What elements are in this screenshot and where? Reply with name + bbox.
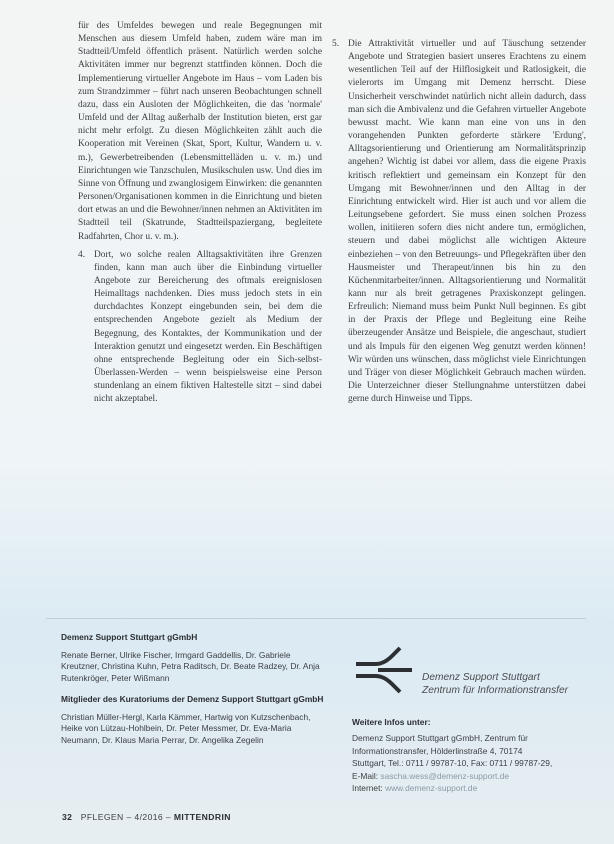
web-label: Internet:: [352, 783, 386, 794]
contact-line-2: Informationstransfer, Hölderlinstraße 4, 70174: [352, 745, 523, 756]
magazine-name: PFLEGEN: [80, 812, 124, 822]
logo-line-1: Demenz Support Stuttgart: [422, 672, 540, 683]
left-text-column: [78, 20, 322, 407]
page-footer: [62, 812, 231, 822]
board-members: Christian Müller-Hergl, Karla Kämmer, Hartwig von Kutzschenbach, Heike von Lützau-Hohlbein, Dr. Peter Messmer, Dr. Eva-Maria Neumann, Dr. Klaus Maria Perrar, Dr. Angelika Zegelin: [61, 711, 311, 745]
contact-line-3: Stuttgart, Tel.: 0711 / 99787-10, Fax: 0711 / 99787-29,: [352, 758, 553, 769]
section-name: MITTENDRIN: [173, 812, 231, 822]
list-item-text: Dort, wo solche realen Alltagsaktivitäten ihre Grenzen finden, kann man auch über die Einbindung virtueller Angebote zur Bereicherung des oftmals ereignislosen Heimalltags nachdenken. Dies muss jedoch stets in ein durchdachtes Konzept eingebunden sein, bei dem die entsprechenden Angebote gezielt als Medium der Begegnung, des Kontaktes, der Kommunikation und der Interaktion genutzt und eingesetzt werden. Ein Beschäftigen ohne entsprechende Begleitung oder ein Sich-selbst-Überlassen-Werden – wenn beispielsweise eine Person stundenlang an einem fiktiven Haltestelle sitzt – sind dabei nicht akzeptabel.: [94, 249, 322, 405]
list-number: 5.: [332, 39, 340, 49]
contact-heading: Weitere Infos unter:: [352, 717, 431, 727]
issue-number: – 4/2016 –: [126, 812, 172, 822]
board-heading: Mitglieder des Kuratoriums der Demenz Support Stuttgart gGmbH: [61, 693, 324, 704]
contact-line-1: Demenz Support Stuttgart gGmbH, Zentrum für: [352, 733, 528, 744]
signatories-box: [61, 632, 325, 756]
continued-paragraph: für des Umfeldes bewegen und reale Begegnungen mit Menschen aus diesem Umfeld haben, zudem wäre man im Stadtteil/Umfeld öffentlich präsent. Natürlich werden solche Aktivitäten immer nur begrenzt stattfinden können. Doch die Implementierung virtueller Angebote im Haus – vom Laden bis zum Strandzimmer – führt nach unseren Beobachtungen schnell dazu, dass ein Ausloten der Möglichkeiten, die das 'normale' Umfeld und der Alltag außerhalb der Institution bieten, erst gar nicht mehr erfolgt. Zu diesen Möglichkeiten zählt auch die Kooperation mit Vereinen (Skat, Sport, Kultur, Wandern u. v. m.), Gewerbetreibenden (Lebensmittelläden u. v. m.) und Einrichtungen wie Tanzschulen, Musikschulen usw. Und dies im Sinne von Öffnung und zwanglosigem Einwirken: die genannten Personen/Organisationen kommen in die Einrichtung und bieten dort etwas an und die Bewohner/innen nehmen an Aktivitäten im Stadtteil teil (Skatrunde, Stadtteilspaziergang, begleitete Radfahrten, Chor u. v. m.).: [78, 21, 322, 242]
org-members: Renate Berner, Ulrike Fischer, Irmgard Gaddellis, Dr. Gabriele Kreutzner, Christina Kuhn, Petra Raditsch, Dr. Beate Radzey, Dr. Anja Rutenkröger, Peter Wißmann: [61, 649, 320, 684]
right-text-column: [332, 38, 586, 406]
contact-web-row: [352, 782, 592, 794]
page-number: 32: [62, 812, 73, 822]
list-item-4: [78, 249, 322, 407]
section-divider: [46, 618, 586, 619]
contact-email-row: [352, 770, 592, 782]
logo-wordmark: [422, 672, 568, 697]
web-link[interactable]: www.demenz-support.de: [385, 783, 478, 794]
logo-line-2: Zentrum für Informationstransfer: [422, 684, 569, 696]
contact-info: [352, 716, 592, 794]
list-number: 4.: [78, 249, 86, 260]
list-item-5: [332, 38, 586, 406]
list-item-text: Die Attraktivität virtueller und auf Täuschung setzender Angebote und Strategien basiert unseres Erachtens zu einem wesentlichen Teil auf der Hilflosigkeit und Ratlosigkeit, die vielerorts im Umgang mit Demenz herrscht. Diese Unsicherheit verschwindet natürlich nicht allein dadurch, dass man sich die Ambivalenz und die Gefahren virtueller Angebote bewusst macht. Wie kann man eine von uns in den vorangehenden Punkten geforderte stärkere 'Erdung', Alltagsorientierung und Orientierung am Normalitätsprinzip angehen? Wichtig ist dabei vor allem, dass die eigene Praxis kritisch reflektiert und gemeinsam ein Konzept für den Umgang mit Bewohner/innen und den Alltag in der Einrichtung entwickelt wird. Hier ist auch und vor allem die Leitungsebene gefordert. Sie muss einen solchen Prozess wollen, initiieren sofern dies nicht andere tun, ermöglichen, steuern und dabei möglichst alle wichtigen Akteure einbeziehen – von den Betreuungs- und Pflegekräften über den Hausmeister und Therapeut/innen bis hin zu den Küchenmitarbeiter/innen. Alltagsorientierung und Normalität kann nur als breit getragenes Praxiskonzept gelingen. Erfreulich: Niemand muss beim Punkt Null beginnen. Es gibt in der Praxis der Pflege und Begleitung eine Reihe überzeugender Ansätze und Beispiele, die angeschaut, studiert und als Impuls für den eigenen Weg genutzt werden können! Wir würden uns wünschen, dass möglichst viele Einrichtungen und Träger von dieser Möglichkeit Gebrauch machen würden. Die Unterzeichner dieser Stellungnahme unterstützen dabei gerne durch Hinweise und Tipps.: [348, 39, 586, 405]
demenz-support-logo-icon: [350, 646, 416, 694]
email-link[interactable]: sascha.wess@demenz-support.de: [380, 770, 509, 781]
email-label: E-Mail:: [352, 770, 381, 781]
org-heading: Demenz Support Stuttgart gGmbH: [61, 632, 198, 642]
